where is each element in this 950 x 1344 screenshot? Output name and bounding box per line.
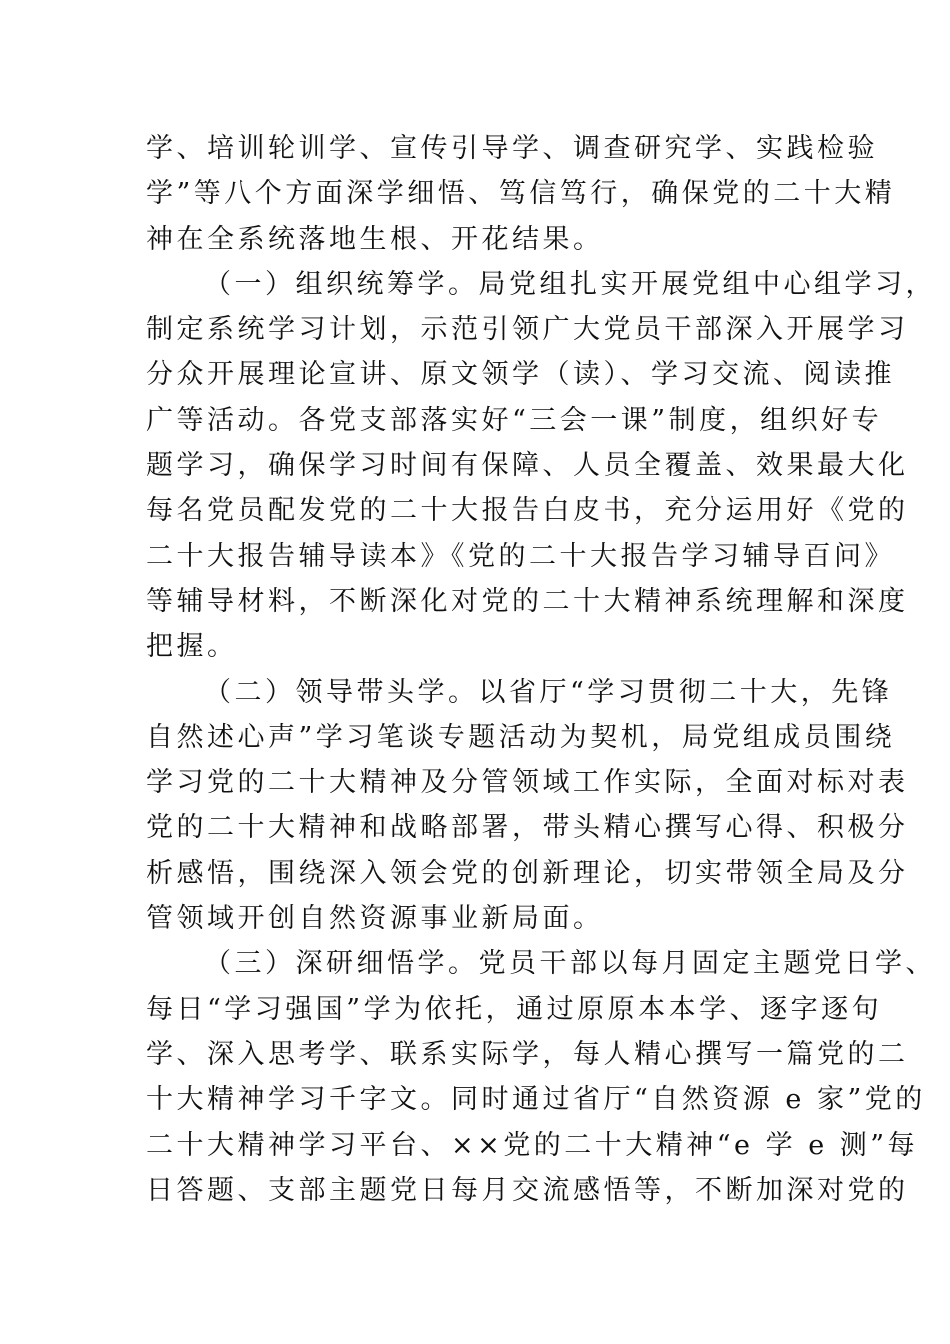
section-2-heading-line: （二）领导带头学。以省厅“学习贯彻二十大，先锋 [204, 676, 893, 708]
text-line: 每日“学习强国”学为依托，通过原原本本学、逐字逐句 [146, 993, 883, 1025]
text-line: 广等活动。各党支部落实好“三会一课”制度，组织好专 [146, 404, 883, 436]
text-line: 神在全系统落地生根、开花结果。 [146, 223, 604, 255]
text-line: 自然述心声”学习笔谈专题活动为契机，局党组成员围绕 [146, 721, 896, 753]
text-line: 把握。 [146, 631, 238, 663]
section-3-heading-line: （三）深研细悟学。党员干部以每月固定主题党日学、 [204, 948, 936, 980]
text-line: 日答题、支部主题党日每月交流感悟等，不断加深对党的 [146, 1174, 909, 1206]
text-line: 题学习，确保学习时间有保障、人员全覆盖、效果最大化 [146, 450, 909, 482]
text-line: 学、培训轮训学、宣传引导学、调查研究学、实践检验 [146, 133, 878, 164]
text-line: 学习党的二十大精神及分管领域工作实际，全面对标对表 [146, 767, 909, 799]
section-1-heading-line: （一）组织统筹学。局党组扎实开展党组中心组学习， [204, 268, 936, 300]
text-line: 管领域开创自然资源事业新局面。 [146, 903, 604, 935]
text-line: 学、深入思考学、联系实际学，每人精心撰写一篇党的二 [146, 1038, 909, 1070]
text-line: 析感悟，围绕深入领会党的创新理论，切实带领全局及分 [146, 857, 909, 889]
text-line: 学”等八个方面深学细悟、笃信笃行，确保党的二十大精 [146, 178, 896, 210]
text-line: 每名党员配发党的二十大报告白皮书，充分运用好《党的 [146, 495, 909, 527]
text-line: 分众开展理论宣讲、原文领学（读）、学习交流、阅读推 [146, 359, 895, 391]
text-line: 十大精神学习千字文。同时通过省厅“自然资源 e 家”党的 [146, 1084, 926, 1116]
text-line: 等辅导材料，不断深化对党的二十大精神系统理解和深度 [146, 585, 909, 617]
text-line: 二十大报告辅导读本》《党的二十大报告学习辅导百问》 [146, 540, 895, 572]
text-line: 二十大精神学习平台、××党的二十大精神“e 学 e 测”每 [146, 1129, 919, 1161]
document-body [146, 126, 936, 1213]
text-line: 制定系统学习计划，示范引领广大党员干部深入开展学习 [146, 314, 909, 346]
text-line: 党的二十大精神和战略部署，带头精心撰写心得、积极分 [146, 812, 909, 844]
